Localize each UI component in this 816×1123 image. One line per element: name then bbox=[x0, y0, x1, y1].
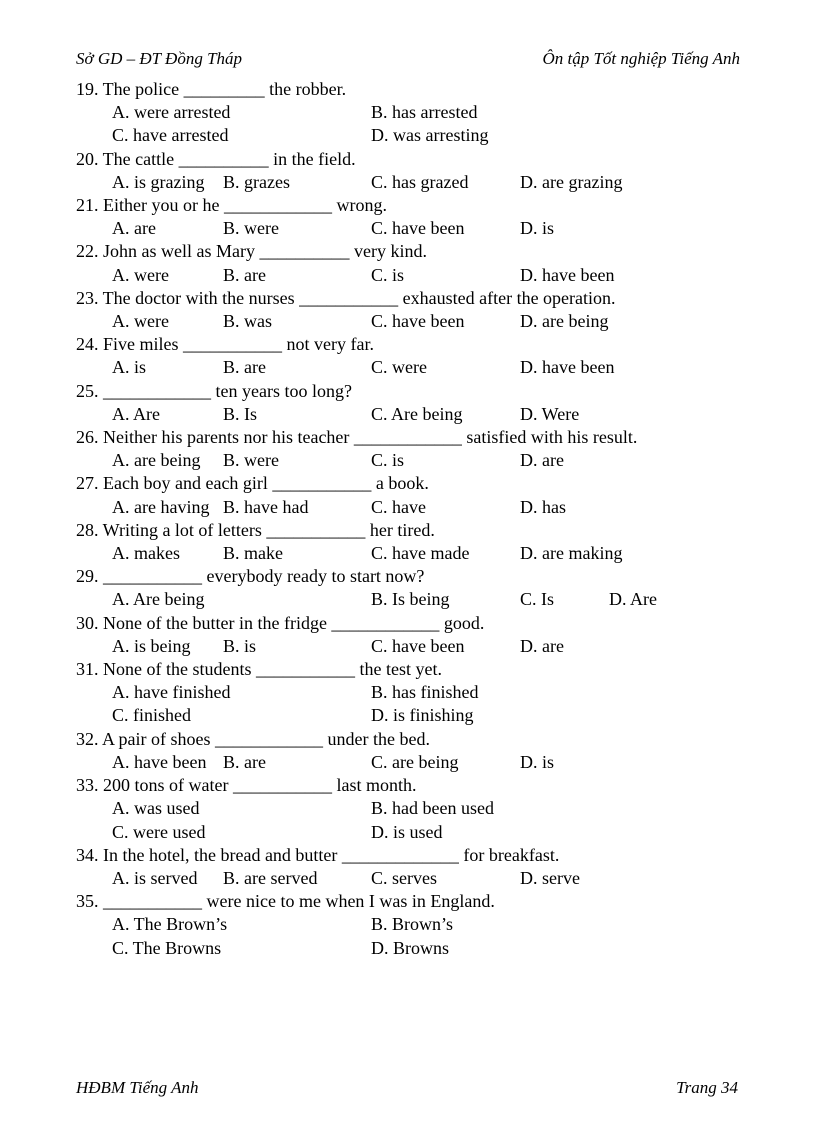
question-stem: 28. Writing a lot of letters ___________ her tired. bbox=[76, 519, 435, 540]
answer-option: A. is served bbox=[112, 867, 198, 888]
answer-option: C. finished bbox=[112, 705, 191, 726]
answer-option: A. Are bbox=[112, 403, 160, 424]
question-list bbox=[76, 78, 746, 960]
options-row bbox=[112, 913, 671, 959]
answer-option: D. are bbox=[520, 635, 564, 656]
answer-option: C. serves bbox=[371, 867, 437, 888]
answer-option: B. were bbox=[223, 218, 279, 239]
question-item bbox=[76, 728, 746, 774]
options-row bbox=[112, 310, 640, 333]
question-stem: 24. Five miles ___________ not very far. bbox=[76, 334, 374, 355]
answer-option: D. are bbox=[520, 450, 564, 471]
answer-option: D. are making bbox=[520, 543, 623, 564]
answer-option: A. makes bbox=[112, 543, 180, 564]
options-row bbox=[112, 449, 640, 472]
options-row bbox=[112, 403, 640, 426]
answer-option: B. was bbox=[223, 311, 272, 332]
answer-option: B. had been used bbox=[371, 798, 494, 819]
options-row bbox=[112, 356, 640, 379]
question-stem: 30. None of the butter in the fridge ____________ good. bbox=[76, 612, 485, 633]
answer-option: B. make bbox=[223, 543, 283, 564]
options-row bbox=[112, 681, 671, 727]
options-row bbox=[112, 217, 640, 240]
options-row bbox=[112, 496, 640, 519]
answer-option: B. have had bbox=[223, 496, 309, 517]
answer-option: C. have bbox=[371, 496, 426, 517]
answer-option: A. Are being bbox=[112, 589, 205, 610]
options-row bbox=[112, 751, 640, 774]
question-item bbox=[76, 658, 746, 728]
answer-option: D. have been bbox=[520, 357, 615, 378]
answer-option: C. have made bbox=[371, 543, 470, 564]
answer-option: C. have been bbox=[371, 311, 465, 332]
answer-options bbox=[76, 913, 746, 959]
answer-option: C. are being bbox=[371, 751, 459, 772]
options-row bbox=[112, 635, 640, 658]
question-stem: 33. 200 tons of water ___________ last month. bbox=[76, 775, 417, 796]
options-row bbox=[112, 797, 671, 843]
answer-option: D. is bbox=[520, 751, 555, 772]
question-stem: 26. Neither his parents nor his teacher ____________ satisfied with his result. bbox=[76, 427, 638, 448]
answer-options bbox=[76, 310, 746, 333]
answer-option: A. The Brown’s bbox=[112, 914, 228, 935]
answer-option: B. are served bbox=[223, 867, 318, 888]
answer-option: C. have been bbox=[371, 635, 465, 656]
answer-options bbox=[76, 449, 746, 472]
question-item bbox=[76, 287, 746, 333]
answer-option: D. Were bbox=[520, 403, 580, 424]
answer-option: B. are bbox=[223, 264, 266, 285]
question-item bbox=[76, 333, 746, 379]
question-item bbox=[76, 380, 746, 426]
answer-option: A. is being bbox=[112, 635, 191, 656]
answer-options bbox=[76, 542, 746, 565]
answer-options bbox=[76, 588, 746, 611]
answer-options bbox=[76, 101, 746, 147]
options-row bbox=[112, 171, 640, 194]
answer-option: A. were arrested bbox=[112, 102, 231, 123]
answer-options bbox=[76, 797, 746, 843]
answer-option: D. is used bbox=[371, 821, 443, 842]
question-stem: 23. The doctor with the nurses ___________ exhausted after the operation. bbox=[76, 287, 616, 308]
header-school: Sở GD – ĐT Đồng Tháp bbox=[76, 49, 243, 68]
answer-options bbox=[76, 171, 746, 194]
options-row bbox=[112, 588, 657, 611]
answer-option: C. has grazed bbox=[371, 171, 469, 192]
answer-option: C. have arrested bbox=[112, 125, 229, 146]
question-item bbox=[76, 240, 746, 286]
answer-option: B. were bbox=[223, 450, 279, 471]
answer-option: D. serve bbox=[520, 867, 580, 888]
question-stem: 31. None of the students ___________ the test yet. bbox=[76, 659, 442, 680]
answer-option: A. is grazing bbox=[112, 171, 205, 192]
footer-dept: HĐBM Tiếng Anh bbox=[76, 1078, 199, 1097]
question-item bbox=[76, 519, 746, 565]
answer-option: B. Brown’s bbox=[371, 914, 454, 935]
answer-options bbox=[76, 681, 746, 727]
answer-option: B. are bbox=[223, 751, 266, 772]
question-item bbox=[76, 426, 746, 472]
question-item bbox=[76, 472, 746, 518]
answer-options bbox=[76, 751, 746, 774]
answer-option: A. are being bbox=[112, 450, 201, 471]
answer-option: D. are being bbox=[520, 311, 609, 332]
question-item bbox=[76, 78, 746, 148]
answer-option: A. is bbox=[112, 357, 147, 378]
question-stem: 29. ___________ everybody ready to start now? bbox=[76, 566, 425, 587]
answer-option: A. are bbox=[112, 218, 156, 239]
answer-option: D. is finishing bbox=[371, 705, 474, 726]
answer-option: C. is bbox=[371, 450, 405, 471]
answer-option: A. are having bbox=[112, 496, 210, 517]
options-row bbox=[112, 101, 671, 147]
page-number: Trang 34 bbox=[676, 1078, 738, 1097]
question-stem: 34. In the hotel, the bread and butter _____________ for breakfast. bbox=[76, 844, 560, 865]
answer-option: B. is bbox=[223, 635, 257, 656]
question-stem: 27. Each boy and each girl ___________ a book. bbox=[76, 473, 429, 494]
answer-option: C. Are being bbox=[371, 403, 463, 424]
options-row bbox=[112, 264, 640, 287]
answer-options bbox=[76, 867, 746, 890]
answer-options bbox=[76, 496, 746, 519]
answer-option: A. were bbox=[112, 264, 169, 285]
answer-option: B. has finished bbox=[371, 682, 479, 703]
question-stem: 22. John as well as Mary __________ very kind. bbox=[76, 241, 427, 262]
question-item bbox=[76, 890, 746, 960]
options-row bbox=[112, 867, 640, 890]
answer-option: C. have been bbox=[371, 218, 465, 239]
question-item bbox=[76, 774, 746, 844]
answer-option: B. grazes bbox=[223, 171, 290, 192]
answer-option: B. are bbox=[223, 357, 266, 378]
answer-option: B. Is bbox=[223, 403, 258, 424]
answer-option: D. Browns bbox=[371, 937, 450, 958]
question-stem: 35. ___________ were nice to me when I was in England. bbox=[76, 891, 495, 912]
answer-option: D. is bbox=[520, 218, 555, 239]
header-subject: Ôn tập Tốt nghiệp Tiếng Anh bbox=[542, 49, 740, 68]
answer-options bbox=[76, 264, 746, 287]
answer-option: D. are grazing bbox=[520, 171, 623, 192]
question-item bbox=[76, 194, 746, 240]
question-item bbox=[76, 565, 746, 611]
answer-option: C. Is bbox=[520, 589, 555, 610]
answer-option: A. have finished bbox=[112, 682, 231, 703]
answer-option: D. has bbox=[520, 496, 566, 517]
question-stem: 32. A pair of shoes ____________ under the bed. bbox=[76, 728, 430, 749]
answer-option: A. was used bbox=[112, 798, 200, 819]
options-row bbox=[112, 542, 640, 565]
question-stem: 21. Either you or he ____________ wrong. bbox=[76, 195, 387, 216]
question-stem: 25. ____________ ten years too long? bbox=[76, 380, 352, 401]
answer-options bbox=[76, 635, 746, 658]
question-item bbox=[76, 844, 746, 890]
answer-option: D. have been bbox=[520, 264, 615, 285]
answer-options bbox=[76, 356, 746, 379]
question-item bbox=[76, 612, 746, 658]
question-item bbox=[76, 148, 746, 194]
question-stem: 19. The police _________ the robber. bbox=[76, 79, 347, 99]
answer-option: C. were used bbox=[112, 821, 206, 842]
answer-option: C. were bbox=[371, 357, 427, 378]
answer-option: C. The Browns bbox=[112, 937, 222, 958]
answer-options bbox=[76, 403, 746, 426]
answer-option: D. was arresting bbox=[371, 125, 489, 146]
answer-option: B. has arrested bbox=[371, 102, 478, 123]
answer-option: A. were bbox=[112, 311, 169, 332]
answer-option: B. Is being bbox=[371, 589, 450, 610]
answer-options bbox=[76, 217, 746, 240]
question-stem: 20. The cattle __________ in the field. bbox=[76, 148, 356, 169]
answer-option: A. have been bbox=[112, 751, 207, 772]
answer-option: D. Are bbox=[609, 589, 657, 610]
answer-option: C. is bbox=[371, 264, 405, 285]
